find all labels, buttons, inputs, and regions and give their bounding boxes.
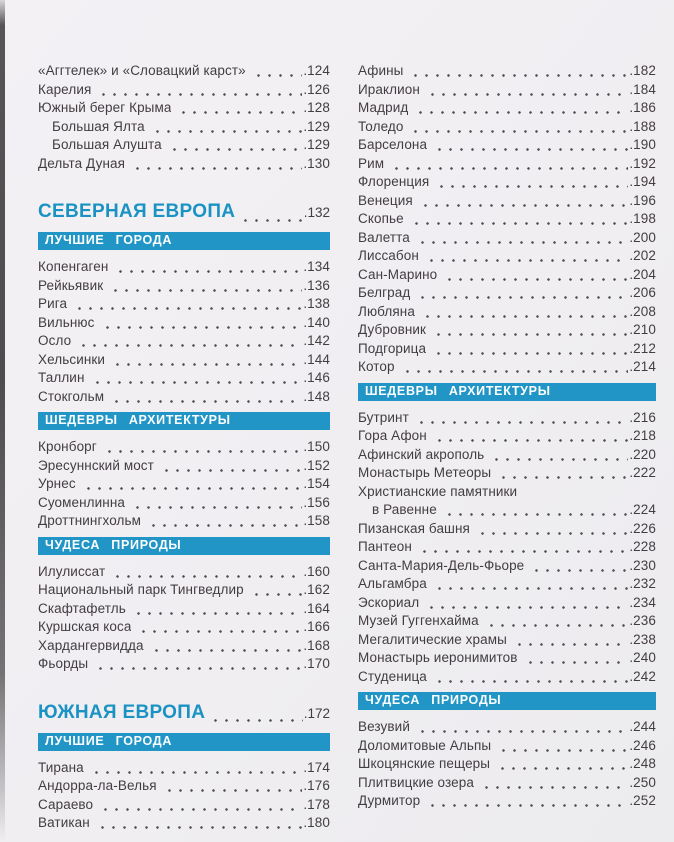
dot-leader — [425, 792, 628, 811]
toc-entry-page: . 170 — [303, 655, 330, 674]
section-banner: ЛУЧШИЕ ГОРОДА — [38, 232, 330, 250]
dot-leader — [149, 637, 303, 656]
toc-entry-label: Дурмитор — [358, 793, 421, 808]
toc-entry-page: . 238 — [629, 631, 656, 650]
toc-entry — [358, 229, 656, 248]
dot-leader — [432, 575, 628, 594]
toc-entry — [38, 155, 330, 174]
toc-entry-label: Котор — [358, 359, 395, 374]
toc-entry — [38, 438, 330, 457]
toc-entry-label: Венеция — [358, 192, 413, 208]
toc-entry — [358, 62, 656, 81]
toc-entry-page: . 240 — [629, 649, 656, 668]
toc-column-left — [38, 62, 330, 833]
dot-leader — [95, 814, 303, 833]
dot-leader — [110, 351, 302, 370]
toc-entry-page: . 129 — [303, 118, 330, 137]
toc-entry-group — [358, 409, 656, 687]
toc-entry-label: Скопье — [358, 211, 404, 226]
dot-leader — [414, 409, 628, 428]
dot-leader — [417, 538, 628, 557]
toc-entry — [358, 321, 656, 340]
chapter-page-number: . 132 — [304, 200, 330, 226]
toc-entry — [358, 284, 656, 303]
toc-entry — [358, 594, 656, 613]
toc-entry — [358, 464, 656, 483]
toc-entry-page: . 182 — [629, 62, 656, 81]
toc-entry-label: Копенгаген — [38, 259, 109, 274]
dot-leader — [529, 557, 628, 576]
dot-leader — [249, 581, 303, 600]
dot-leader — [496, 464, 628, 483]
toc-entry-label: Плитвицкие озера — [358, 774, 474, 790]
toc-entry — [38, 99, 330, 118]
toc-entry — [38, 777, 330, 796]
toc-entry-label: Сан-Марино — [358, 266, 438, 282]
toc-entry-page: . 134 — [303, 258, 330, 277]
toc-entry-page: . 206 — [629, 284, 656, 303]
toc-entry — [358, 575, 656, 594]
toc-entry-page: . 218 — [629, 427, 656, 446]
toc-entry — [358, 358, 656, 377]
toc-entry-label: Белград — [358, 285, 411, 300]
toc-entry-label: Дубровник — [358, 322, 427, 337]
toc-entry — [358, 612, 656, 631]
toc-entry-label: Толедо — [358, 118, 404, 134]
toc-entry-page: . 154 — [303, 475, 330, 494]
toc-entry — [38, 351, 330, 370]
toc-column-right — [358, 62, 656, 833]
toc-entry-label: Флоренция — [358, 174, 430, 189]
dot-leader — [432, 136, 628, 155]
toc-entry-label: в Равенне — [372, 502, 437, 517]
toc-entry-page: . 136 — [303, 277, 330, 296]
toc-entry-label: Эскориал — [358, 594, 420, 610]
toc-entry — [38, 655, 330, 674]
toc-entry-label: Любляна — [358, 303, 415, 319]
dot-leader — [89, 759, 303, 778]
toc-entry-page: . 234 — [629, 594, 656, 613]
toc-entry-label: «Аггтелек» и «Словацкий карст» — [38, 63, 246, 78]
chapter-heading — [38, 199, 330, 225]
toc-entry-group — [358, 718, 656, 811]
dot-leader — [484, 612, 629, 631]
toc-entry-page: . 176 — [303, 777, 330, 796]
toc-entry-group — [38, 759, 330, 833]
toc-entry-label: Эресуннский мост — [38, 457, 154, 473]
toc-entry — [358, 210, 656, 229]
toc-entry-page: . 148 — [303, 388, 330, 407]
chapter-page-number: . 172 — [304, 701, 330, 727]
toc-entry-label: Осло — [38, 333, 72, 348]
dot-leader — [409, 210, 629, 229]
toc-entry — [358, 668, 656, 687]
toc-entry — [38, 512, 330, 531]
toc-entry — [358, 792, 656, 811]
toc-entry-page: . 146 — [303, 369, 330, 388]
dot-leader — [238, 199, 302, 225]
toc-entry-page: . 220 — [629, 446, 656, 465]
dot-leader — [113, 258, 302, 277]
toc-entry-page: . 164 — [303, 600, 330, 619]
toc-entry-page: . 230 — [629, 557, 656, 576]
dot-leader — [489, 446, 628, 465]
toc-entry-page: . 226 — [629, 520, 656, 539]
toc-entry-label: Альгамбра — [358, 576, 427, 591]
toc-entry-label: Бутринт — [358, 409, 409, 425]
toc-entry — [38, 457, 330, 476]
dot-leader — [81, 475, 303, 494]
toc-entry-page: . 162 — [303, 581, 330, 600]
toc-entry — [358, 192, 656, 211]
toc-entry — [358, 538, 656, 557]
dot-leader — [415, 284, 628, 303]
toc-entry — [38, 295, 330, 314]
toc-entry-label: Рига — [38, 296, 68, 311]
toc-entry — [358, 774, 656, 793]
toc-entry — [38, 388, 330, 407]
toc-entry — [38, 759, 330, 778]
toc-entry — [358, 247, 656, 266]
toc-entry — [38, 618, 330, 637]
toc-entry-label: Музей Гуггенхайма — [358, 613, 479, 628]
dot-leader — [167, 136, 303, 155]
toc-entry — [358, 136, 656, 155]
section-banner: ШЕДЕВРЫ АРХИТЕКТУРЫ — [358, 383, 656, 401]
toc-entry-label: Доломитовые Альпы — [358, 737, 492, 753]
dot-leader — [96, 81, 302, 100]
toc-entry-page: . 204 — [629, 266, 656, 285]
dot-leader — [434, 173, 628, 192]
dot-leader — [93, 655, 302, 674]
toc-entry-page: . 168 — [303, 637, 330, 656]
toc-entry-label: Лиссабон — [358, 248, 419, 263]
toc-entry-group — [38, 258, 330, 406]
dot-leader — [110, 563, 302, 582]
toc-entry-page: . 129 — [303, 136, 330, 155]
dot-leader — [431, 340, 628, 359]
toc-entry-page: . 180 — [303, 814, 330, 833]
toc-entry-page: . 174 — [303, 759, 330, 778]
toc-entry-label: Вильнюс — [38, 314, 95, 330]
dot-leader — [400, 358, 629, 377]
toc-entry-label: Карелия — [38, 81, 92, 97]
toc-entry-label: Большая Ялта — [52, 118, 145, 134]
dot-leader — [130, 155, 302, 174]
dot-leader — [159, 457, 302, 476]
toc-entry — [358, 737, 656, 756]
toc-entry-page: . 236 — [629, 612, 656, 631]
toc-entry-group — [358, 62, 656, 377]
toc-entry — [38, 600, 330, 619]
toc-entry-page: . 142 — [303, 332, 330, 351]
toc-entry-page: . 144 — [303, 351, 330, 370]
toc-entry-label: Санта-Мария-Дель-Фьоре — [358, 557, 525, 573]
dot-leader — [102, 438, 303, 457]
toc-entry-page: . 128 — [303, 99, 330, 118]
toc-entry-label: Дроттнингхольм — [38, 513, 142, 528]
chapter-title: ЮЖНАЯ ЕВРОПА — [38, 701, 206, 723]
toc-entry-label: Ираклион — [358, 81, 420, 97]
toc-entry — [358, 718, 656, 737]
toc-entry-label: Афинский акрополь — [358, 446, 485, 462]
toc-entry-page: . 252 — [629, 792, 656, 811]
toc-entry-page: . 194 — [629, 173, 656, 192]
dot-leader — [431, 321, 628, 340]
toc-entry — [38, 136, 330, 155]
toc-entry-page: . 212 — [629, 340, 656, 359]
dot-leader — [100, 314, 303, 333]
toc-entry-page: . 140 — [303, 314, 330, 333]
toc-entry-page: . 232 — [629, 575, 656, 594]
toc-columns — [38, 62, 656, 833]
toc-entry — [358, 520, 656, 539]
section-banner: ШЕДЕВРЫ АРХИТЕКТУРЫ — [38, 412, 330, 430]
dot-leader — [413, 99, 628, 118]
dot-leader — [150, 118, 303, 137]
toc-entry-label: Илулиссат — [38, 563, 106, 579]
toc-entry-page: . 202 — [629, 247, 656, 266]
dot-leader — [108, 277, 302, 296]
toc-entry-label: Стокгольм — [38, 388, 105, 404]
toc-entry-label: Национальный парк Тингведлир — [38, 582, 244, 597]
page-edge-shadow — [0, 0, 5, 842]
toc-entry — [38, 475, 330, 494]
toc-entry — [358, 118, 656, 137]
dot-leader — [418, 192, 629, 211]
toc-entry — [358, 755, 656, 774]
toc-entry-page: . 152 — [303, 457, 330, 476]
toc-entry — [38, 369, 330, 388]
toc-entry-page: . 222 — [629, 464, 656, 483]
toc-entry-page: . 156 — [303, 494, 330, 513]
toc-entry — [358, 303, 656, 322]
dot-leader — [76, 332, 302, 351]
toc-entry-label: Сараево — [38, 796, 94, 812]
toc-entry-page: . 244 — [629, 718, 656, 737]
dot-leader — [442, 501, 628, 520]
toc-entry-page: . 158 — [303, 512, 330, 531]
toc-entry-label: Кронборг — [38, 439, 97, 454]
section-banner: ЛУЧШИЕ ГОРОДА — [38, 733, 330, 751]
dot-leader — [72, 295, 302, 314]
toc-entry-label: Шкоцянские пещеры — [358, 756, 491, 771]
toc-entry-label: Мегалитические храмы — [358, 631, 507, 647]
toc-entry-label: Пантеон — [358, 539, 412, 554]
toc-entry — [38, 118, 330, 137]
toc-entry-label: Ватикан — [38, 815, 90, 830]
toc-entry-page: . 188 — [629, 118, 656, 137]
toc-entry-page: . 196 — [629, 192, 656, 211]
dot-leader — [475, 520, 628, 539]
toc-entry — [38, 314, 330, 333]
toc-entry-page: . 126 — [303, 81, 330, 100]
toc-entry-label: Везувий — [358, 719, 410, 734]
dot-leader — [442, 266, 628, 285]
dot-leader — [251, 62, 303, 81]
toc-entry-label: Дельта Дуная — [38, 155, 126, 171]
chapter-heading — [38, 700, 330, 726]
toc-entry — [38, 258, 330, 277]
toc-entry-page: . 200 — [629, 229, 656, 248]
toc-entry — [358, 427, 656, 446]
toc-entry — [358, 81, 656, 100]
toc-entry-page: . 178 — [303, 796, 330, 815]
toc-entry — [358, 99, 656, 118]
section-banner: ЧУДЕСА ПРИРОДЫ — [38, 537, 330, 555]
toc-entry — [38, 814, 330, 833]
toc-entry-label: Тирана — [38, 759, 84, 775]
dot-leader — [162, 777, 303, 796]
dot-leader — [420, 303, 628, 322]
toc-entry-label: Христианские памятники — [358, 483, 518, 499]
toc-entry-label: Подгорица — [358, 340, 427, 356]
dot-leader — [136, 618, 302, 637]
dot-leader — [523, 649, 629, 668]
dot-leader — [389, 155, 628, 174]
toc-entry — [358, 446, 656, 465]
dot-leader — [479, 774, 628, 793]
dot-leader — [98, 796, 302, 815]
toc-entry-label: Андорра-ла-Велья — [38, 778, 157, 793]
toc-entry-label: Фьорды — [38, 656, 89, 671]
dot-leader — [415, 718, 628, 737]
toc-entry — [38, 62, 330, 81]
toc-entry-label: Урнес — [38, 476, 76, 491]
toc-entry-label: Барселона — [358, 137, 428, 152]
dot-leader — [90, 369, 303, 388]
toc-entry — [38, 563, 330, 582]
toc-entry-label: Южный берег Крыма — [38, 100, 172, 115]
toc-entry — [358, 557, 656, 576]
dot-leader — [432, 427, 629, 446]
dot-leader — [415, 229, 628, 248]
dot-leader — [424, 594, 628, 613]
dot-leader — [495, 755, 628, 774]
dot-leader — [208, 700, 302, 726]
toc-entry-label: Таллин — [38, 370, 85, 385]
toc-entry-label: Хельсинки — [38, 351, 106, 367]
dot-leader — [424, 247, 628, 266]
dot-leader — [512, 631, 628, 650]
toc-entry — [38, 637, 330, 656]
toc-entry-page: . 130 — [303, 155, 330, 174]
dot-leader — [408, 62, 628, 81]
toc-entry-label: Мадрид — [358, 100, 409, 115]
toc-entry — [358, 501, 656, 520]
toc-entry-label: Пизанская башня — [358, 520, 470, 536]
dot-leader — [432, 668, 628, 687]
toc-entry — [38, 81, 330, 100]
toc-entry — [358, 173, 656, 192]
toc-entry-label: Валетта — [358, 229, 410, 245]
toc-entry-page: . 124 — [303, 62, 330, 81]
toc-entry-page: . 214 — [629, 358, 656, 377]
toc-entry — [358, 266, 656, 285]
toc-entry-page: . 184 — [629, 81, 656, 100]
toc-entry — [358, 155, 656, 174]
toc-entry-page: . 228 — [629, 538, 656, 557]
dot-leader — [496, 737, 628, 756]
toc-entry — [38, 796, 330, 815]
toc-entry — [38, 581, 330, 600]
dot-leader — [425, 81, 628, 100]
toc-entry-page: . 224 — [629, 501, 656, 520]
toc-entry-page: . 246 — [629, 737, 656, 756]
toc-entry — [358, 409, 656, 428]
dot-leader — [176, 99, 302, 118]
toc-entry — [38, 277, 330, 296]
toc-entry-group — [38, 438, 330, 531]
toc-entry-page: . 138 — [303, 295, 330, 314]
toc-entry-label: Монастырь иеронимитов — [358, 650, 518, 665]
toc-entry-page: . 210 — [629, 321, 656, 340]
toc-entry-label: Скафтафетль — [38, 600, 126, 616]
toc-entry-page: . 166 — [303, 618, 330, 637]
toc-entry-page: . 190 — [629, 136, 656, 155]
toc-entry — [38, 332, 330, 351]
chapter-title: СЕВЕРНАЯ ЕВРОПА — [38, 201, 236, 222]
toc-entry-label: Афины — [358, 63, 404, 78]
dot-leader — [109, 388, 302, 407]
section-banner: ЧУДЕСА ПРИРОДЫ — [358, 692, 656, 710]
toc-entry-page: . 192 — [629, 155, 656, 174]
toc-entry-page: . 150 — [303, 438, 330, 457]
toc-entry — [38, 494, 330, 513]
dot-leader — [131, 600, 302, 619]
toc-entry-label: Монастырь Метеоры — [358, 465, 492, 480]
toc-entry-page: . 250 — [629, 774, 656, 793]
toc-entry-label: Большая Алушта — [52, 137, 162, 152]
toc-entry-label: Студеница — [358, 668, 427, 684]
dot-leader — [408, 118, 628, 137]
toc-entry-group — [38, 563, 330, 674]
toc-entry-page: . 216 — [629, 409, 656, 428]
toc-entry-page: . 248 — [629, 755, 656, 774]
toc-entry — [358, 649, 656, 668]
toc-entry-page: . 160 — [303, 563, 330, 582]
toc-entry-label: Суоменлинна — [38, 494, 126, 510]
toc-entry-page: . 198 — [629, 210, 656, 229]
toc-entry-page: . 186 — [629, 99, 656, 118]
toc-entry — [358, 631, 656, 650]
toc-entry-group — [38, 62, 330, 173]
toc-entry-label: Хардангервидда — [38, 637, 144, 653]
toc-entry-label: Гора Афон — [358, 428, 427, 443]
toc-entry-page: . 242 — [629, 668, 656, 687]
toc-entry-label: Куршская коса — [38, 619, 132, 634]
toc-entry-label: Рим — [358, 155, 385, 171]
toc-entry-page: . 208 — [629, 303, 656, 322]
toc-entry — [358, 483, 656, 502]
dot-leader — [130, 494, 302, 513]
toc-entry — [358, 340, 656, 359]
dot-leader — [146, 512, 302, 531]
toc-entry-label: Рейкьявик — [38, 277, 104, 293]
